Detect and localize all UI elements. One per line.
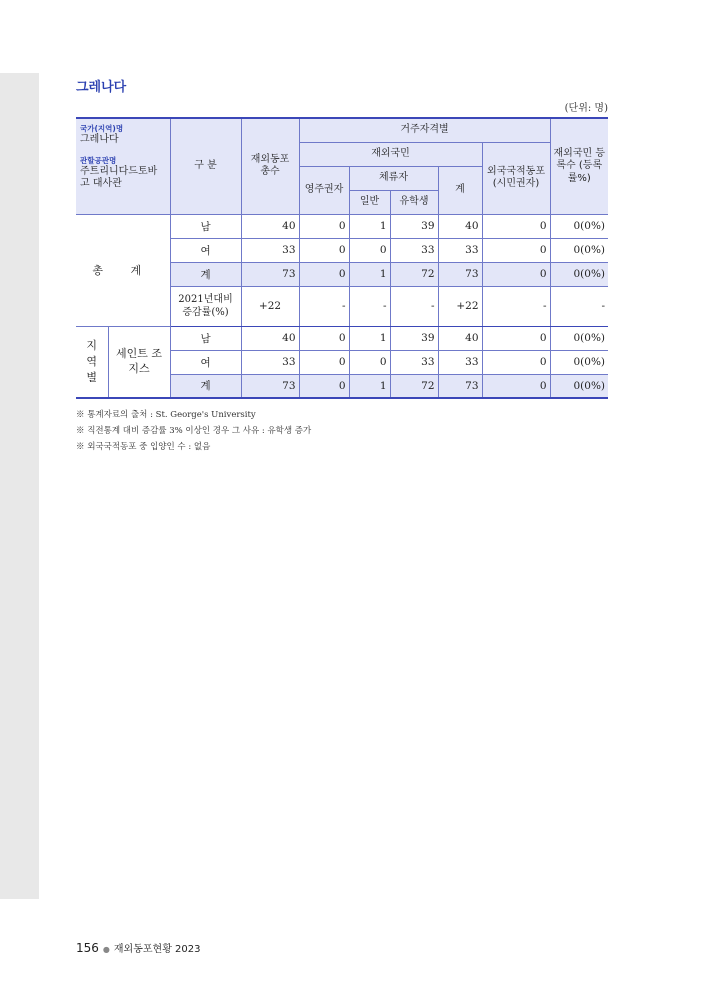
header-sojourner: 체류자 bbox=[349, 166, 438, 190]
cell-value: 33 bbox=[241, 238, 299, 262]
cell-value: 40 bbox=[438, 326, 482, 350]
cell-value: 0 bbox=[349, 350, 390, 374]
row-label: 계 bbox=[170, 374, 241, 398]
cell-value: - bbox=[299, 286, 349, 326]
cell-value: - bbox=[349, 286, 390, 326]
office-label: 관할공관명 bbox=[80, 155, 117, 165]
row-label: 남 bbox=[170, 326, 241, 350]
region-group-char: 지 bbox=[86, 338, 98, 352]
table-row bbox=[76, 326, 608, 350]
publication-title: 재외동포현황 2023 bbox=[113, 944, 201, 955]
header-category: 구 분 bbox=[170, 118, 241, 214]
cell-value: 73 bbox=[438, 374, 482, 398]
cell-value: 0 bbox=[349, 238, 390, 262]
statistics-table bbox=[76, 117, 608, 399]
cell-value: +22 bbox=[438, 286, 482, 326]
bullet-icon: ● bbox=[102, 945, 110, 954]
unit-label: (단위: 명) bbox=[564, 103, 608, 114]
table-row bbox=[76, 214, 608, 238]
total-group-label: 총 계 bbox=[76, 214, 170, 326]
note-change-reason: ※ 직전통계 대비 증감률 3% 이상인 경우 그 사유 : 유학생 증가 bbox=[76, 426, 312, 436]
cell-value: - bbox=[550, 286, 608, 326]
cell-value: 33 bbox=[438, 238, 482, 262]
row-label: 남 bbox=[170, 214, 241, 238]
cell-value: 0 bbox=[299, 326, 349, 350]
header-foreign-nationals: 외국국적동포 (시민권자) bbox=[482, 142, 550, 214]
cell-value: - bbox=[390, 286, 438, 326]
cell-value: 0 bbox=[482, 214, 550, 238]
cell-value: 0(0%) bbox=[550, 214, 608, 238]
cell-value: 39 bbox=[390, 326, 438, 350]
cell-value: 73 bbox=[241, 374, 299, 398]
row-label: 여 bbox=[170, 238, 241, 262]
cell-value: 0 bbox=[299, 262, 349, 286]
header-registration: 재외국민 등록수 (등록률%) bbox=[550, 118, 608, 214]
cell-value: 0(0%) bbox=[550, 350, 608, 374]
header-permanent: 영주권자 bbox=[299, 166, 349, 214]
cell-value: 33 bbox=[390, 350, 438, 374]
cell-value: 1 bbox=[349, 262, 390, 286]
cell-value: 40 bbox=[241, 214, 299, 238]
cell-value: 0 bbox=[482, 238, 550, 262]
header-total: 재외동포 총수 bbox=[241, 118, 299, 214]
cell-value: 0 bbox=[299, 214, 349, 238]
cell-value: 0 bbox=[482, 374, 550, 398]
header-country-cell bbox=[76, 118, 170, 214]
region-group-char: 역 bbox=[86, 354, 98, 368]
page-number: 156 bbox=[76, 941, 99, 955]
cell-value: 1 bbox=[349, 326, 390, 350]
page-title: 그레나다 bbox=[76, 80, 127, 95]
cell-value: 72 bbox=[390, 374, 438, 398]
cell-value: +22 bbox=[241, 286, 299, 326]
cell-value: 0(0%) bbox=[550, 262, 608, 286]
note-source: ※ 통계자료의 출처 : St. George's University bbox=[76, 410, 256, 420]
cell-value: 33 bbox=[241, 350, 299, 374]
cell-value: 72 bbox=[390, 262, 438, 286]
side-band bbox=[0, 73, 39, 899]
region-group-char: 별 bbox=[86, 370, 98, 384]
cell-value: 40 bbox=[438, 214, 482, 238]
region-group-label bbox=[76, 326, 108, 398]
cell-value: 33 bbox=[390, 238, 438, 262]
row-label: 계 bbox=[170, 262, 241, 286]
cell-value: 0(0%) bbox=[550, 238, 608, 262]
cell-value: 0(0%) bbox=[550, 374, 608, 398]
cell-value: 0 bbox=[299, 374, 349, 398]
notes bbox=[76, 407, 311, 455]
cell-value: 33 bbox=[438, 350, 482, 374]
cell-value: 0 bbox=[482, 326, 550, 350]
office-name: 주트리니다드토바고 대사관 bbox=[80, 165, 158, 189]
region-name: 세인트 조지스 bbox=[108, 326, 170, 398]
header-subtotal: 계 bbox=[438, 166, 482, 214]
cell-value: 1 bbox=[349, 214, 390, 238]
row-label: 여 bbox=[170, 350, 241, 374]
cell-value: 39 bbox=[390, 214, 438, 238]
cell-value: 0 bbox=[482, 262, 550, 286]
cell-value: - bbox=[482, 286, 550, 326]
header-nationals: 재외국민 bbox=[299, 142, 482, 166]
note-adoptees: ※ 외국국적동포 중 입양인 수 : 없음 bbox=[76, 442, 211, 452]
cell-value: 0 bbox=[299, 350, 349, 374]
cell-value: 0 bbox=[482, 350, 550, 374]
cell-value: 0(0%) bbox=[550, 326, 608, 350]
cell-value: 1 bbox=[349, 374, 390, 398]
header-residence-status: 거주자격별 bbox=[299, 118, 550, 142]
row-label: 2021년대비 증감률(%) bbox=[170, 286, 241, 326]
header-general: 일반 bbox=[349, 190, 390, 214]
header-student: 유학생 bbox=[390, 190, 438, 214]
cell-value: 73 bbox=[241, 262, 299, 286]
cell-value: 40 bbox=[241, 326, 299, 350]
page-footer bbox=[76, 940, 200, 955]
cell-value: 73 bbox=[438, 262, 482, 286]
cell-value: 0 bbox=[299, 238, 349, 262]
country-label: 국가(지역)명 bbox=[80, 124, 124, 133]
country-name: 그레나다 bbox=[80, 134, 119, 145]
